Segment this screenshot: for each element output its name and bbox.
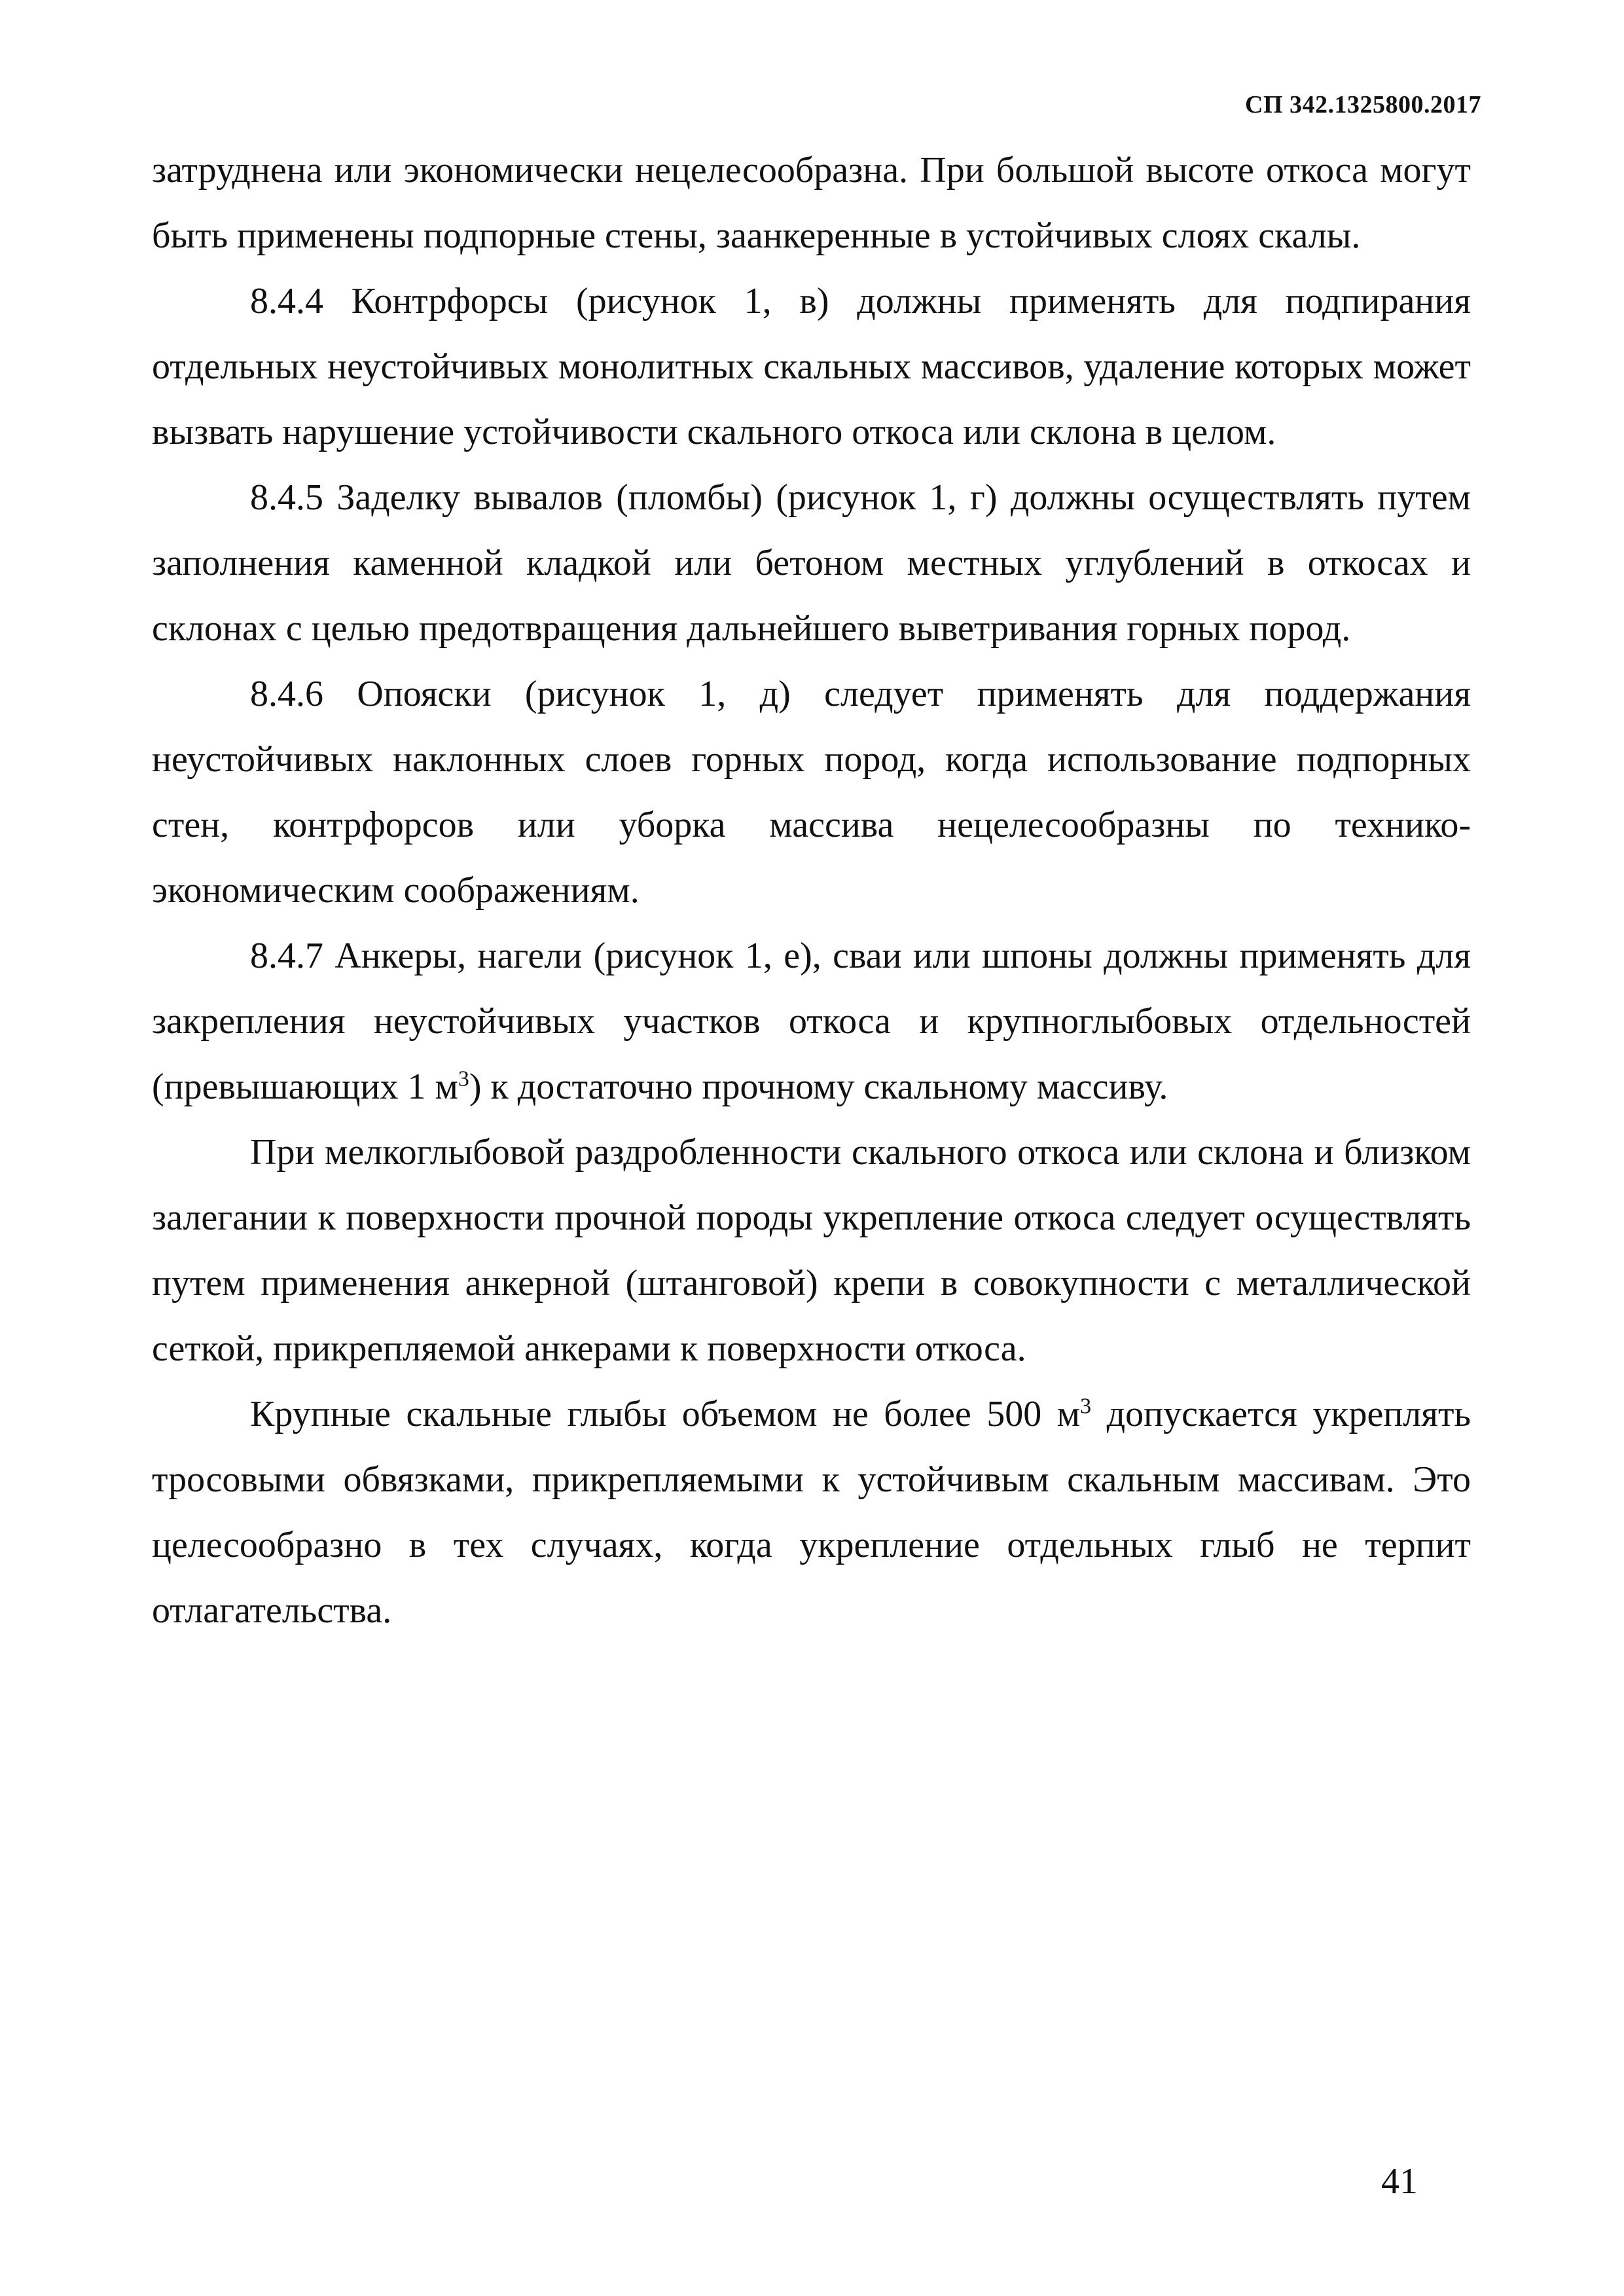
- paragraph-fine-block: При мелкоглыбовой раздробленности скального откоса или склона и близком залегании к поверхности прочной породы укрепление откоса следует осуществлять путем применения анкерной (штанговой) крепи в совокупности с металлической сеткой, прикрепляемой анкерами к поверхности откоса.: [152, 1132, 1471, 1369]
- paragraph-8-4-7-text: 8.4.7 Анкеры, нагели (рисунок 1, е), сваи или шпоны должны применять для закрепления неустойчивых участков откоса и крупноглыбовых отдельностей (превышающих 1 м: [152, 936, 1471, 1107]
- document-code: СП 342.1325800.2017: [1245, 91, 1481, 118]
- paragraph-large-blocks-tail: допускается укреплять тросовыми обвязками, прикрепляемыми к устойчивым скальным массивам. Это целесообразно в тех случаях, когда укрепление отдельных глыб не терпит отлагательства.: [152, 1394, 1471, 1631]
- page-number: 41: [1381, 2161, 1418, 2202]
- paragraph-large-blocks: [152, 1381, 1471, 1643]
- body-text: [152, 137, 1471, 1643]
- superscript-cubic: 3: [458, 1066, 469, 1091]
- paragraph-8-4-7-tail: ) к достаточно прочному скальному массиву.: [469, 1066, 1168, 1107]
- paragraph-8-4-7: [152, 923, 1471, 1120]
- paragraph-large-blocks-text: Крупные скальные глыбы объемом не более 500 м: [250, 1394, 1081, 1434]
- paragraph-continuation: затруднена или экономически нецелесообразна. При большой высоте откоса могут быть применены подпорные стены, заанкеренные в устойчивых слоях скалы.: [152, 150, 1471, 256]
- paragraph-8-4-6: 8.4.6 Опояски (рисунок 1, д) следует применять для поддержания неустойчивых наклонных слоев горных пород, когда использование подпорных стен, контрфорсов или уборка массива нецелесообразны по технико-экономическим соображениям.: [152, 674, 1471, 911]
- superscript-cubic: 3: [1080, 1394, 1092, 1419]
- paragraph-8-4-4: 8.4.4 Контрфорсы (рисунок 1, в) должны применять для подпирания отдельных неустойчивых монолитных скальных массивов, удаление которых может вызвать нарушение устойчивости скального откоса или склона в целом.: [152, 281, 1471, 452]
- paragraph-8-4-5: 8.4.5 Заделку вывалов (пломбы) (рисунок 1, г) должны осуществлять путем заполнения каменной кладкой или бетоном местных углублений в откосах и склонах с целью предотвращения дальнейшего выветривания горных пород.: [152, 477, 1471, 649]
